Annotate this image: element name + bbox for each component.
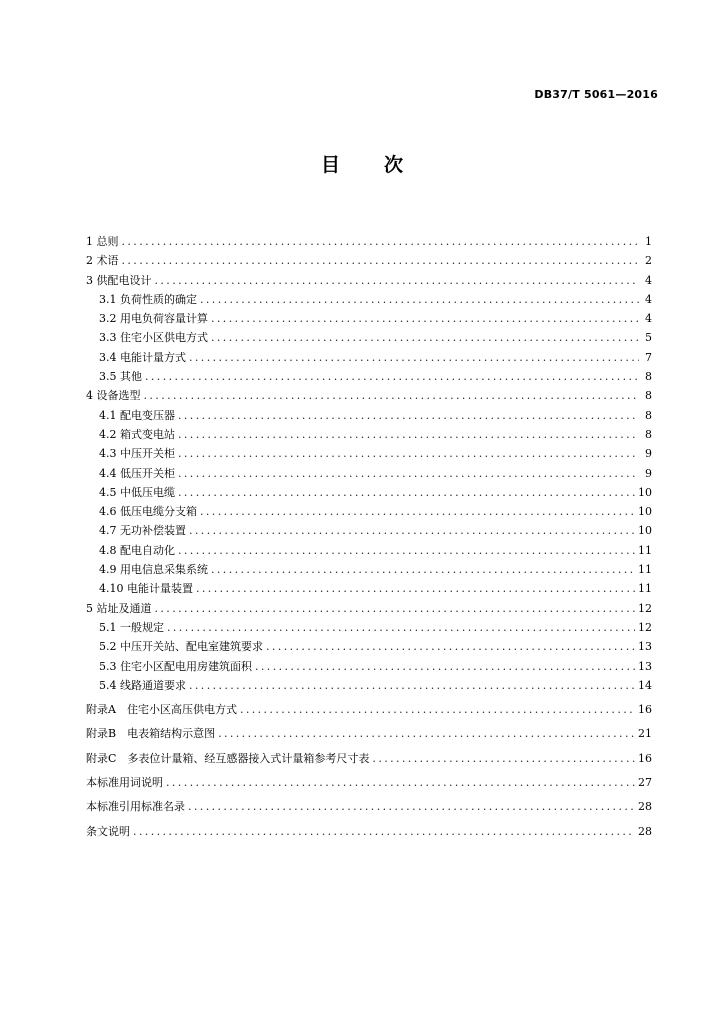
toc-entry[interactable]	[86, 637, 652, 656]
toc-entry-page: 12	[638, 620, 652, 634]
toc-entry-page: 4	[645, 273, 652, 287]
toc-entry-page: 10	[638, 505, 652, 519]
toc-leader-dots	[189, 348, 639, 367]
toc-entry-label: 3.1 负荷性质的确定	[99, 292, 197, 306]
toc-entry[interactable]	[86, 425, 652, 444]
toc-entry-label: 4.7 无功补偿装置	[99, 524, 186, 538]
toc-entry-label: 1 总则	[86, 235, 119, 248]
toc-entry-page: 11	[638, 582, 652, 596]
toc-entry-label: 4.9 用电信息采集系统	[99, 563, 208, 577]
toc-leader-dots	[178, 425, 639, 444]
toc-entry-label: 5 站址及通道	[86, 601, 152, 615]
toc-entry[interactable]	[86, 251, 652, 270]
toc-leader-dots	[145, 367, 639, 386]
toc-entry-page: 21	[638, 727, 652, 741]
toc-entry-page: 14	[638, 678, 652, 692]
toc-entry-page: 12	[638, 601, 652, 615]
toc-entry-page: 8	[645, 408, 652, 422]
toc-entry[interactable]	[86, 618, 652, 637]
toc-leader-dots	[240, 700, 635, 719]
toc-leader-dots	[155, 271, 640, 290]
toc-entry-label: 5.3 住宅小区配电用房建筑面积	[99, 659, 252, 673]
toc-entry-page: 13	[638, 640, 652, 654]
toc-entry[interactable]	[86, 676, 652, 695]
toc-entry-page: 28	[638, 824, 652, 838]
toc-entry[interactable]	[86, 822, 652, 841]
toc-leader-dots	[211, 309, 639, 328]
toc-leader-dots	[266, 637, 635, 656]
toc-entry[interactable]	[86, 483, 652, 502]
toc-entry[interactable]	[86, 271, 652, 290]
toc-entry-label: 本标准引用标准名录	[86, 800, 185, 814]
title-char-1: 目	[320, 154, 340, 176]
toc-entry-label: 本标准用词说明	[86, 776, 163, 790]
toc-leader-dots	[167, 618, 635, 637]
toc-entry-page: 13	[638, 659, 652, 673]
toc-entry[interactable]	[86, 328, 652, 347]
toc-entry-label: 附录A 住宅小区高压供电方式	[86, 703, 237, 717]
toc-entry[interactable]	[86, 309, 652, 328]
table-of-contents	[86, 232, 652, 841]
toc-entry-label: 4.1 配电变压器	[99, 408, 175, 422]
toc-leader-dots	[166, 773, 635, 792]
toc-entry[interactable]	[86, 657, 652, 676]
toc-entry[interactable]	[86, 749, 652, 768]
toc-entry-page: 10	[638, 485, 652, 499]
toc-entry-page: 4	[645, 312, 652, 326]
toc-entry-page: 4	[645, 292, 652, 306]
document-code: DB37/T 5061—2016	[534, 88, 658, 101]
toc-entry-page: 9	[645, 447, 652, 461]
toc-leader-dots	[178, 444, 639, 463]
toc-entry-page: 1	[645, 235, 652, 248]
toc-entry-label: 2 术语	[86, 254, 119, 268]
toc-entry-label: 5.4 线路通道要求	[99, 678, 186, 692]
toc-entry-label: 4 设备选型	[86, 389, 141, 403]
toc-entry[interactable]	[86, 599, 652, 618]
toc-leader-dots	[218, 724, 635, 743]
toc-entry-page: 8	[645, 389, 652, 403]
toc-entry-page: 8	[645, 370, 652, 384]
toc-leader-dots	[211, 560, 635, 579]
toc-entry-label: 4.8 配电自动化	[99, 543, 175, 557]
toc-entry[interactable]	[86, 773, 652, 792]
toc-leader-dots	[211, 328, 639, 347]
toc-entry-label: 5.1 一般规定	[99, 620, 164, 634]
toc-entry[interactable]	[86, 560, 652, 579]
toc-entry[interactable]	[86, 406, 652, 425]
toc-entry-label: 3.5 其他	[99, 370, 142, 384]
toc-entry-label: 3.2 用电负荷容量计算	[99, 312, 208, 326]
toc-leader-dots	[155, 599, 636, 618]
toc-entry[interactable]	[86, 444, 652, 463]
toc-entry-label: 4.10 电能计量装置	[99, 582, 193, 596]
toc-entry-label: 3.3 住宅小区供电方式	[99, 331, 208, 345]
toc-entry-label: 4.5 中低压电缆	[99, 485, 175, 499]
toc-leader-dots	[188, 797, 635, 816]
toc-leader-dots	[189, 521, 635, 540]
toc-entry-page: 9	[645, 466, 652, 480]
toc-entry[interactable]	[86, 386, 652, 405]
toc-entry-label: 附录C 多表位计量箱、经互感器接入式计量箱参考尺寸表	[86, 751, 370, 765]
toc-entry[interactable]	[86, 367, 652, 386]
toc-entry[interactable]	[86, 521, 652, 540]
title-char-2: 次	[384, 154, 404, 176]
toc-leader-dots	[196, 579, 635, 598]
toc-entry-label: 4.2 箱式变电站	[99, 427, 175, 441]
toc-entry-page: 11	[638, 563, 652, 577]
toc-entry-label: 5.2 中压开关站、配电室建筑要求	[99, 640, 263, 654]
toc-entry[interactable]	[86, 579, 652, 598]
toc-entry-page: 28	[638, 800, 652, 814]
toc-entry[interactable]	[86, 348, 652, 367]
toc-leader-dots	[178, 541, 635, 560]
toc-entry-page: 11	[638, 543, 652, 557]
toc-entry-page: 27	[638, 776, 652, 790]
toc-entry-page: 16	[638, 751, 652, 765]
toc-entry[interactable]	[86, 502, 652, 521]
toc-entry-label: 4.6 低压电缆分支箱	[99, 505, 197, 519]
toc-leader-dots	[200, 502, 635, 521]
toc-entry-label: 条文说明	[86, 824, 130, 838]
toc-entry[interactable]	[86, 464, 652, 483]
toc-entry[interactable]	[86, 700, 652, 719]
toc-entry-page: 8	[645, 427, 652, 441]
toc-leader-dots	[178, 406, 639, 425]
toc-entry-page: 5	[645, 331, 652, 345]
toc-entry-label: 附录B 电表箱结构示意图	[86, 727, 216, 741]
toc-leader-dots	[133, 822, 635, 841]
toc-entry[interactable]	[86, 724, 652, 743]
toc-leader-dots	[122, 232, 640, 251]
toc-leader-dots	[122, 251, 640, 270]
toc-leader-dots	[144, 386, 640, 405]
toc-leader-dots	[255, 657, 635, 676]
toc-leader-dots	[178, 483, 635, 502]
toc-leader-dots	[200, 290, 639, 309]
toc-entry-label: 3.4 电能计量方式	[99, 350, 186, 364]
toc-leader-dots	[372, 749, 635, 768]
toc-entry[interactable]	[86, 232, 652, 251]
page-title	[0, 150, 724, 177]
toc-entry-page: 10	[638, 524, 652, 538]
toc-leader-dots	[189, 676, 635, 695]
toc-entry-label: 4.3 中压开关柜	[99, 447, 175, 461]
toc-entry-page: 16	[638, 703, 652, 717]
toc-entry-page: 2	[645, 254, 652, 268]
toc-entry-label: 4.4 低压开关柜	[99, 466, 175, 480]
toc-leader-dots	[178, 464, 639, 483]
toc-entry[interactable]	[86, 290, 652, 309]
toc-entry[interactable]	[86, 797, 652, 816]
toc-entry[interactable]	[86, 541, 652, 560]
toc-entry-page: 7	[645, 350, 652, 364]
toc-entry-label: 3 供配电设计	[86, 273, 152, 287]
